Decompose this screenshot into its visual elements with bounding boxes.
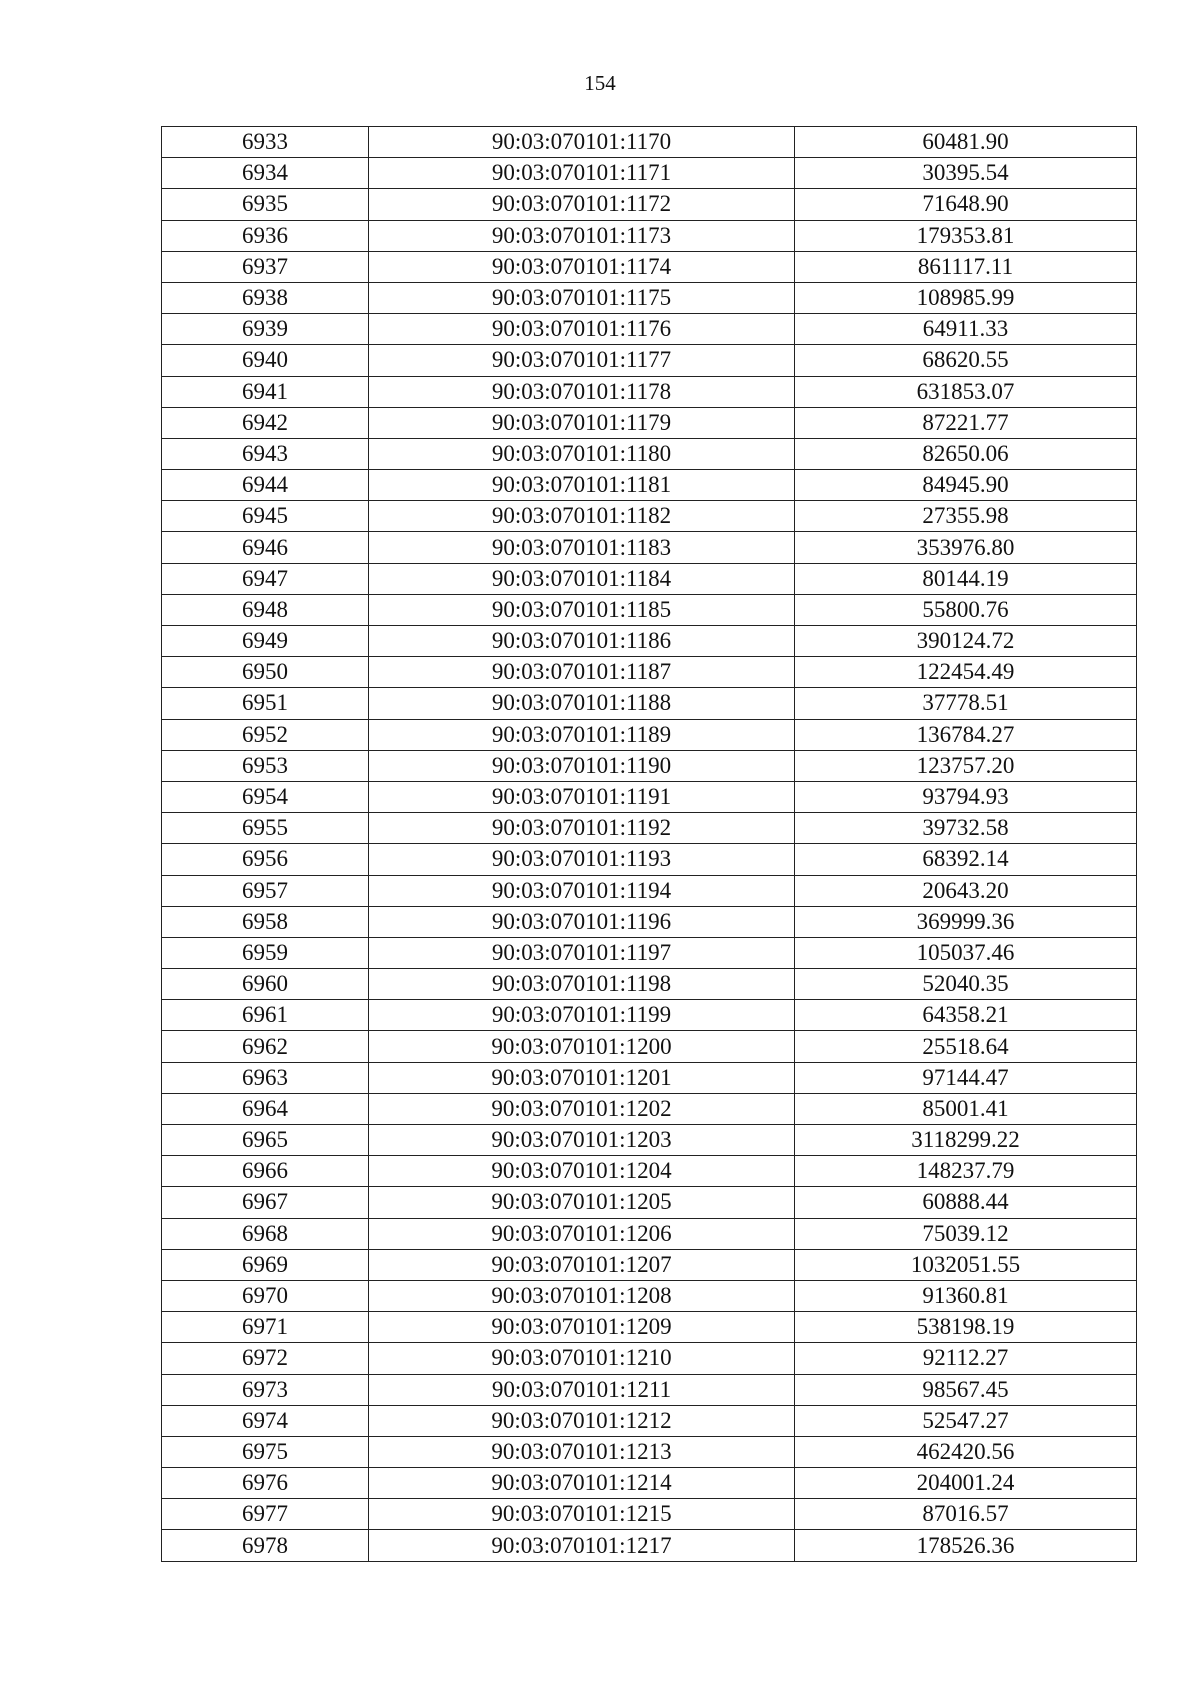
row-number-cell: 6976 xyxy=(162,1468,369,1499)
cadastral-number-cell: 90:03:070101:1186 xyxy=(369,626,795,657)
table-row xyxy=(162,1436,1137,1467)
row-number-cell: 6936 xyxy=(162,220,369,251)
cadastral-number-cell: 90:03:070101:1179 xyxy=(369,407,795,438)
row-number-cell: 6944 xyxy=(162,470,369,501)
value-cell: 204001.24 xyxy=(795,1468,1137,1499)
row-number-cell: 6952 xyxy=(162,719,369,750)
table-row xyxy=(162,220,1137,251)
row-number-cell: 6969 xyxy=(162,1249,369,1280)
row-number-cell: 6977 xyxy=(162,1499,369,1530)
row-number-cell: 6941 xyxy=(162,376,369,407)
row-number-cell: 6945 xyxy=(162,501,369,532)
cadastral-number-cell: 90:03:070101:1196 xyxy=(369,906,795,937)
table-row xyxy=(162,127,1137,158)
table-row xyxy=(162,937,1137,968)
cadastral-number-cell: 90:03:070101:1197 xyxy=(369,937,795,968)
cadastral-number-cell: 90:03:070101:1178 xyxy=(369,376,795,407)
row-number-cell: 6958 xyxy=(162,906,369,937)
value-cell: 538198.19 xyxy=(795,1312,1137,1343)
cadastral-number-cell: 90:03:070101:1187 xyxy=(369,657,795,688)
row-number-cell: 6934 xyxy=(162,158,369,189)
value-cell: 136784.27 xyxy=(795,719,1137,750)
value-cell: 52547.27 xyxy=(795,1405,1137,1436)
row-number-cell: 6975 xyxy=(162,1436,369,1467)
table-row xyxy=(162,158,1137,189)
value-cell: 178526.36 xyxy=(795,1530,1137,1561)
row-number-cell: 6968 xyxy=(162,1218,369,1249)
cadastral-number-cell: 90:03:070101:1177 xyxy=(369,345,795,376)
row-number-cell: 6953 xyxy=(162,750,369,781)
cadastral-number-cell: 90:03:070101:1185 xyxy=(369,594,795,625)
table-row xyxy=(162,314,1137,345)
row-number-cell: 6950 xyxy=(162,657,369,688)
value-cell: 92112.27 xyxy=(795,1343,1137,1374)
cadastral-number-cell: 90:03:070101:1211 xyxy=(369,1374,795,1405)
value-cell: 64911.33 xyxy=(795,314,1137,345)
row-number-cell: 6946 xyxy=(162,532,369,563)
table-row xyxy=(162,1125,1137,1156)
cadastral-number-cell: 90:03:070101:1201 xyxy=(369,1062,795,1093)
cadastral-number-cell: 90:03:070101:1210 xyxy=(369,1343,795,1374)
row-number-cell: 6948 xyxy=(162,594,369,625)
table-row xyxy=(162,1312,1137,1343)
table-row xyxy=(162,969,1137,1000)
table-row xyxy=(162,189,1137,220)
cadastral-number-cell: 90:03:070101:1170 xyxy=(369,127,795,158)
row-number-cell: 6951 xyxy=(162,688,369,719)
value-cell: 27355.98 xyxy=(795,501,1137,532)
cadastral-number-cell: 90:03:070101:1188 xyxy=(369,688,795,719)
value-cell: 25518.64 xyxy=(795,1031,1137,1062)
row-number-cell: 6964 xyxy=(162,1093,369,1124)
value-cell: 98567.45 xyxy=(795,1374,1137,1405)
row-number-cell: 6961 xyxy=(162,1000,369,1031)
cadastral-number-cell: 90:03:070101:1193 xyxy=(369,844,795,875)
table-row xyxy=(162,1000,1137,1031)
table-row xyxy=(162,1280,1137,1311)
value-cell: 861117.11 xyxy=(795,251,1137,282)
row-number-cell: 6957 xyxy=(162,875,369,906)
value-cell: 87221.77 xyxy=(795,407,1137,438)
table-row xyxy=(162,1530,1137,1561)
table-row xyxy=(162,594,1137,625)
cadastral-number-cell: 90:03:070101:1181 xyxy=(369,470,795,501)
row-number-cell: 6959 xyxy=(162,937,369,968)
table-row xyxy=(162,1187,1137,1218)
table-row xyxy=(162,501,1137,532)
cadastral-number-cell: 90:03:070101:1215 xyxy=(369,1499,795,1530)
row-number-cell: 6978 xyxy=(162,1530,369,1561)
value-cell: 1032051.55 xyxy=(795,1249,1137,1280)
cadastral-number-cell: 90:03:070101:1194 xyxy=(369,875,795,906)
cadastral-number-cell: 90:03:070101:1189 xyxy=(369,719,795,750)
cadastral-number-cell: 90:03:070101:1212 xyxy=(369,1405,795,1436)
value-cell: 85001.41 xyxy=(795,1093,1137,1124)
row-number-cell: 6943 xyxy=(162,438,369,469)
cadastral-number-cell: 90:03:070101:1182 xyxy=(369,501,795,532)
page-number: 154 xyxy=(584,71,616,95)
row-number-cell: 6974 xyxy=(162,1405,369,1436)
value-cell: 462420.56 xyxy=(795,1436,1137,1467)
value-cell: 68392.14 xyxy=(795,844,1137,875)
value-cell: 64358.21 xyxy=(795,1000,1137,1031)
row-number-cell: 6960 xyxy=(162,969,369,1000)
table-row xyxy=(162,282,1137,313)
table-row xyxy=(162,1156,1137,1187)
value-cell: 55800.76 xyxy=(795,594,1137,625)
value-cell: 30395.54 xyxy=(795,158,1137,189)
cadastral-number-cell: 90:03:070101:1183 xyxy=(369,532,795,563)
cadastral-number-cell: 90:03:070101:1208 xyxy=(369,1280,795,1311)
value-cell: 93794.93 xyxy=(795,781,1137,812)
table-row xyxy=(162,719,1137,750)
table-row xyxy=(162,1062,1137,1093)
value-cell: 631853.07 xyxy=(795,376,1137,407)
cadastral-number-cell: 90:03:070101:1174 xyxy=(369,251,795,282)
row-number-cell: 6970 xyxy=(162,1280,369,1311)
row-number-cell: 6956 xyxy=(162,844,369,875)
row-number-cell: 6947 xyxy=(162,563,369,594)
value-cell: 68620.55 xyxy=(795,345,1137,376)
table-row xyxy=(162,1093,1137,1124)
table-row xyxy=(162,844,1137,875)
cadastral-number-cell: 90:03:070101:1172 xyxy=(369,189,795,220)
table-row xyxy=(162,781,1137,812)
row-number-cell: 6955 xyxy=(162,813,369,844)
row-number-cell: 6933 xyxy=(162,127,369,158)
value-cell: 82650.06 xyxy=(795,438,1137,469)
value-cell: 390124.72 xyxy=(795,626,1137,657)
table-row xyxy=(162,1468,1137,1499)
value-cell: 37778.51 xyxy=(795,688,1137,719)
table-row xyxy=(162,813,1137,844)
row-number-cell: 6949 xyxy=(162,626,369,657)
value-cell: 87016.57 xyxy=(795,1499,1137,1530)
table-row xyxy=(162,688,1137,719)
cadastral-number-cell: 90:03:070101:1200 xyxy=(369,1031,795,1062)
value-cell: 353976.80 xyxy=(795,532,1137,563)
cadastral-number-cell: 90:03:070101:1175 xyxy=(369,282,795,313)
cadastral-number-cell: 90:03:070101:1204 xyxy=(369,1156,795,1187)
table-row xyxy=(162,906,1137,937)
value-cell: 3118299.22 xyxy=(795,1125,1137,1156)
value-cell: 179353.81 xyxy=(795,220,1137,251)
value-cell: 52040.35 xyxy=(795,969,1137,1000)
cadastral-number-cell: 90:03:070101:1207 xyxy=(369,1249,795,1280)
cadastral-number-cell: 90:03:070101:1214 xyxy=(369,1468,795,1499)
value-cell: 39732.58 xyxy=(795,813,1137,844)
cadastral-number-cell: 90:03:070101:1209 xyxy=(369,1312,795,1343)
value-cell: 105037.46 xyxy=(795,937,1137,968)
value-cell: 122454.49 xyxy=(795,657,1137,688)
cadastral-number-cell: 90:03:070101:1217 xyxy=(369,1530,795,1561)
cadastral-number-cell: 90:03:070101:1184 xyxy=(369,563,795,594)
cadastral-number-cell: 90:03:070101:1176 xyxy=(369,314,795,345)
table-row xyxy=(162,470,1137,501)
value-cell: 97144.47 xyxy=(795,1062,1137,1093)
value-cell: 60481.90 xyxy=(795,127,1137,158)
cadastral-number-cell: 90:03:070101:1199 xyxy=(369,1000,795,1031)
table-row xyxy=(162,438,1137,469)
cadastral-number-cell: 90:03:070101:1171 xyxy=(369,158,795,189)
value-cell: 80144.19 xyxy=(795,563,1137,594)
table-row xyxy=(162,1249,1137,1280)
row-number-cell: 6972 xyxy=(162,1343,369,1374)
row-number-cell: 6935 xyxy=(162,189,369,220)
value-cell: 20643.20 xyxy=(795,875,1137,906)
table-row xyxy=(162,1343,1137,1374)
row-number-cell: 6939 xyxy=(162,314,369,345)
row-number-cell: 6954 xyxy=(162,781,369,812)
row-number-cell: 6966 xyxy=(162,1156,369,1187)
table-row xyxy=(162,1405,1137,1436)
row-number-cell: 6973 xyxy=(162,1374,369,1405)
value-cell: 148237.79 xyxy=(795,1156,1137,1187)
table-row xyxy=(162,345,1137,376)
cadastral-number-cell: 90:03:070101:1190 xyxy=(369,750,795,781)
value-cell: 84945.90 xyxy=(795,470,1137,501)
value-cell: 91360.81 xyxy=(795,1280,1137,1311)
value-cell: 369999.36 xyxy=(795,906,1137,937)
cadastral-number-cell: 90:03:070101:1203 xyxy=(369,1125,795,1156)
table-row xyxy=(162,1374,1137,1405)
table-row xyxy=(162,1499,1137,1530)
cadastral-number-cell: 90:03:070101:1173 xyxy=(369,220,795,251)
value-cell: 60888.44 xyxy=(795,1187,1137,1218)
cadastral-number-cell: 90:03:070101:1206 xyxy=(369,1218,795,1249)
row-number-cell: 6967 xyxy=(162,1187,369,1218)
row-number-cell: 6962 xyxy=(162,1031,369,1062)
row-number-cell: 6937 xyxy=(162,251,369,282)
table-row xyxy=(162,407,1137,438)
row-number-cell: 6963 xyxy=(162,1062,369,1093)
table-row xyxy=(162,750,1137,781)
table-row xyxy=(162,251,1137,282)
table-row xyxy=(162,563,1137,594)
cadastral-number-cell: 90:03:070101:1198 xyxy=(369,969,795,1000)
cadastral-number-cell: 90:03:070101:1205 xyxy=(369,1187,795,1218)
cadastral-number-cell: 90:03:070101:1191 xyxy=(369,781,795,812)
table-row xyxy=(162,626,1137,657)
row-number-cell: 6965 xyxy=(162,1125,369,1156)
cadastral-number-cell: 90:03:070101:1180 xyxy=(369,438,795,469)
cadastral-number-cell: 90:03:070101:1192 xyxy=(369,813,795,844)
table-row xyxy=(162,657,1137,688)
value-cell: 71648.90 xyxy=(795,189,1137,220)
row-number-cell: 6971 xyxy=(162,1312,369,1343)
value-cell: 75039.12 xyxy=(795,1218,1137,1249)
row-number-cell: 6942 xyxy=(162,407,369,438)
table-body xyxy=(162,127,1137,1562)
table-row xyxy=(162,875,1137,906)
table-row xyxy=(162,1031,1137,1062)
cadastral-number-cell: 90:03:070101:1213 xyxy=(369,1436,795,1467)
value-cell: 123757.20 xyxy=(795,750,1137,781)
row-number-cell: 6938 xyxy=(162,282,369,313)
data-table xyxy=(161,126,1137,1562)
value-cell: 108985.99 xyxy=(795,282,1137,313)
cadastral-number-cell: 90:03:070101:1202 xyxy=(369,1093,795,1124)
table-row xyxy=(162,532,1137,563)
table-row xyxy=(162,376,1137,407)
table-row xyxy=(162,1218,1137,1249)
row-number-cell: 6940 xyxy=(162,345,369,376)
